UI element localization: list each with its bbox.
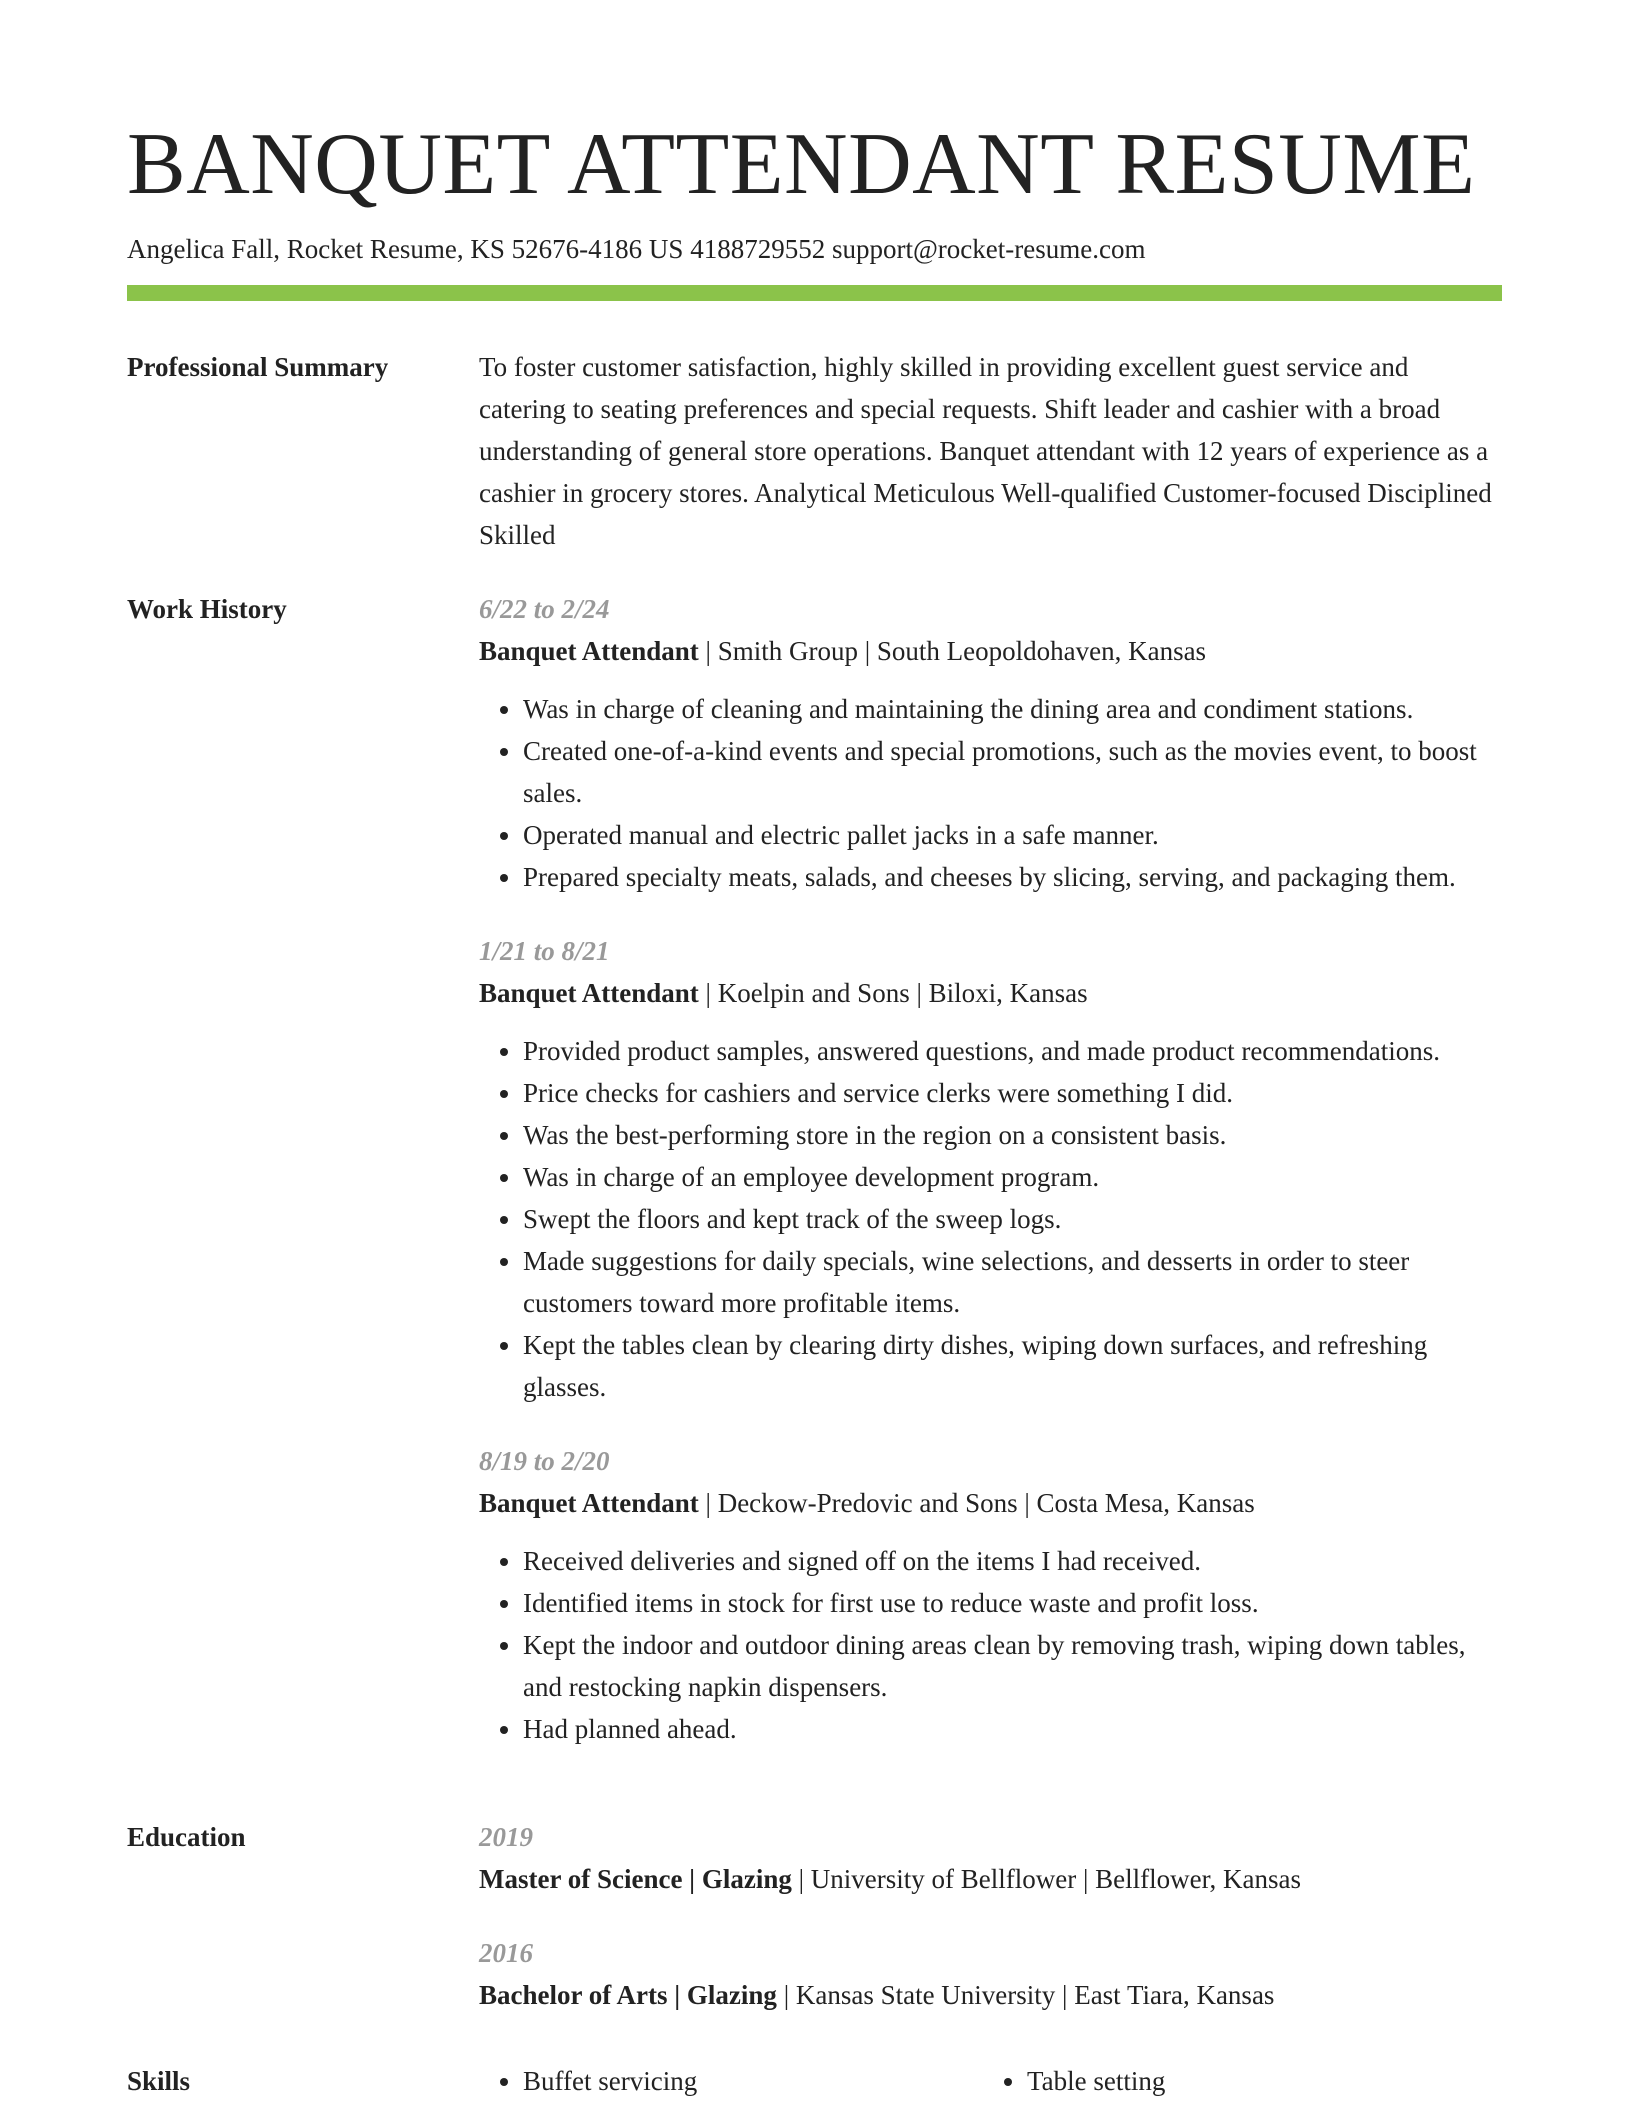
skills-grid xyxy=(479,2060,1502,2102)
job-details: | Deckow-Predovic and Sons | Costa Mesa, Kansas xyxy=(698,1488,1255,1518)
job-entry xyxy=(479,588,1502,898)
resume-title: BANQUET ATTENDANT RESUME xyxy=(127,116,1476,213)
education-year: 2019 xyxy=(479,1822,533,1852)
job-dates: 8/19 to 2/20 xyxy=(479,1446,610,1476)
list-item: • Created one-of-a-kind events and special promotions, such as the movies event, to boost sales. xyxy=(523,730,1502,814)
job-bullets xyxy=(479,1030,1502,1408)
list-item: • Provided product samples, answered questions, and made product recommendations. xyxy=(523,1030,1502,1072)
education-heading: Education xyxy=(127,1822,246,1852)
education-degree: Bachelor of Arts | Glazing xyxy=(479,1980,777,2010)
skill-item: • Table setting xyxy=(1027,2060,1487,2102)
job-title: Banquet Attendant xyxy=(479,1488,699,1518)
work-history-heading: Work History xyxy=(127,594,287,624)
list-item: • Price checks for cashiers and service clerks were something I did. xyxy=(523,1072,1502,1114)
list-item: • Received deliveries and signed off on the items I had received. xyxy=(523,1540,1502,1582)
education-entry xyxy=(479,1816,1502,1900)
list-item: • Kept the tables clean by clearing dirty dishes, wiping down surfaces, and refreshing glasses. xyxy=(523,1324,1502,1408)
list-item: • Was in charge of cleaning and maintaining the dining area and condiment stations. xyxy=(523,688,1502,730)
education-entry xyxy=(479,1932,1502,2016)
job-role-line xyxy=(479,1482,1502,1524)
job-title: Banquet Attendant xyxy=(479,636,699,666)
job-title: Banquet Attendant xyxy=(479,978,699,1008)
education-degree: Master of Science | Glazing xyxy=(479,1864,792,1894)
education-year: 2016 xyxy=(479,1938,533,1968)
contact-line: Angelica Fall, Rocket Resume, KS 52676-4186 US 4188729552 support@rocket-resume.com xyxy=(127,234,1146,264)
job-bullets xyxy=(479,1540,1502,1750)
list-item: • Had planned ahead. xyxy=(523,1708,1502,1750)
job-details: | Smith Group | South Leopoldohaven, Kansas xyxy=(698,636,1207,666)
list-item: • Was the best-performing store in the region on a consistent basis. xyxy=(523,1114,1502,1156)
job-role-line xyxy=(479,630,1502,672)
list-item: • Swept the floors and kept track of the sweep logs. xyxy=(523,1198,1502,1240)
accent-divider xyxy=(127,285,1502,301)
job-details: | Koelpin and Sons | Biloxi, Kansas xyxy=(698,978,1088,1008)
job-bullets xyxy=(479,688,1502,898)
skill-item: • Buffet servicing xyxy=(523,2060,983,2102)
job-dates: 1/21 to 8/21 xyxy=(479,936,610,966)
skills-column-right xyxy=(983,2060,1487,2102)
list-item: • Prepared specialty meats, salads, and cheeses by slicing, serving, and packaging them. xyxy=(523,856,1502,898)
job-role-line xyxy=(479,972,1502,1014)
summary-text: To foster customer satisfaction, highly skilled in providing excellent guest service and catering to seating preferences and special requests. Shift leader and cashier with a broad understanding of general store operations. Banquet attendant with 12 years of experience as a cashier in grocery stores. Analytical Meticulous Well-qualified Customer-focused Disciplined Skilled xyxy=(479,352,1492,550)
list-item: • Was in charge of an employee development program. xyxy=(523,1156,1502,1198)
job-dates: 6/22 to 2/24 xyxy=(479,594,610,624)
education-details: | Kansas State University | East Tiara, Kansas xyxy=(776,1980,1275,2010)
job-entry xyxy=(479,1440,1502,1750)
list-item: • Operated manual and electric pallet jacks in a safe manner. xyxy=(523,814,1502,856)
skills-heading: Skills xyxy=(127,2066,191,2096)
education-degree-line xyxy=(479,1974,1502,2016)
list-item: • Kept the indoor and outdoor dining areas clean by removing trash, wiping down tables, and restocking napkin dispensers. xyxy=(523,1624,1502,1708)
job-entry xyxy=(479,930,1502,1408)
skills-column-left xyxy=(479,2060,983,2102)
summary-heading: Professional Summary xyxy=(127,352,389,382)
education-details: | University of Bellflower | Bellflower, Kansas xyxy=(791,1864,1301,1894)
education-degree-line xyxy=(479,1858,1502,1900)
list-item: • Made suggestions for daily specials, wine selections, and desserts in order to steer customers toward more profitable items. xyxy=(523,1240,1502,1324)
list-item: • Identified items in stock for first use to reduce waste and profit loss. xyxy=(523,1582,1502,1624)
